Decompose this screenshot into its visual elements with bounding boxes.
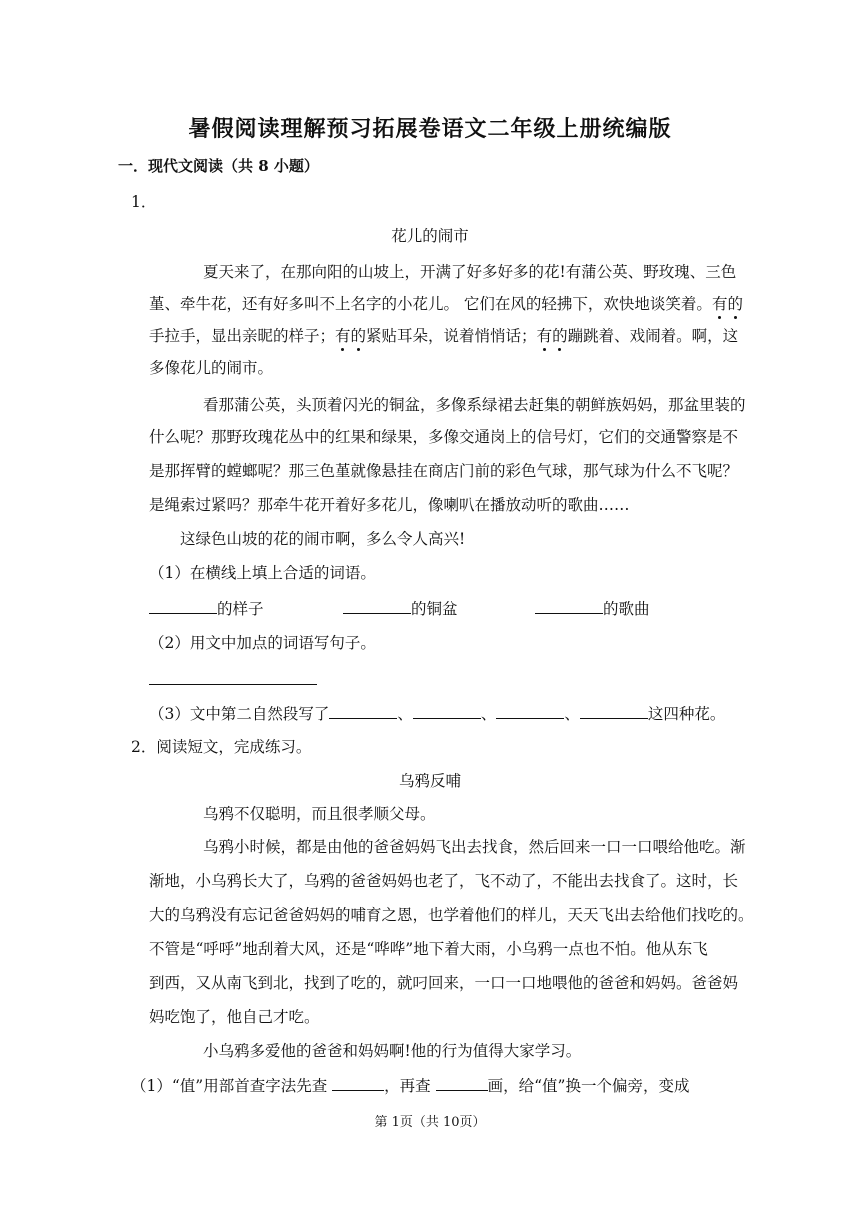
fill-blank-row: 的铜盆	[343, 598, 458, 619]
fill-blank-row: 的样子	[149, 598, 264, 619]
passage-1-line: 手拉手，显出亲昵的样子；有的紧贴耳朵，说着悄悄话；有的蹦跳着、戏闹着。啊，这	[149, 327, 739, 345]
answer-blank[interactable]	[149, 598, 217, 614]
fill-blank-row: 的歌曲	[535, 598, 650, 619]
passage-2-line: 渐地，小乌鸦长大了，乌鸦的爸爸妈妈也老了，飞不动了，不能出去找食了。这时，长	[149, 872, 739, 890]
passage-1-line: 这绿色山坡的花的闹市啊，多么令人高兴!	[180, 530, 466, 548]
answer-blank[interactable]	[436, 1075, 488, 1091]
answer-blank[interactable]	[413, 703, 481, 719]
answer-blank[interactable]	[535, 598, 603, 614]
passage-1-line: 什么呢？那野玫瑰花丛中的红果和绿果，多像交通岗上的信号灯，它们的交通警察是不	[149, 428, 739, 446]
passage-1-line: 是绳索过紧吗？那牵牛花开着好多花儿，像喇叭在播放动听的歌曲……	[149, 496, 630, 514]
passage-2-line: 不管是“呼呼”地刮着大风，还是“哗哗”地下着大雨，小乌鸦一点也不怕。他从东飞	[149, 940, 708, 958]
question-2-prompt: 2．阅读短文，完成练习。	[131, 738, 312, 756]
answer-blank[interactable]	[343, 598, 411, 614]
passage-1-title: 花儿的闹市	[391, 227, 469, 245]
dotted-char: 的	[552, 327, 568, 345]
page-footer: 第 1页（共 10页）	[374, 1115, 486, 1130]
q2-sub-1: （1）“值”用部首查字法先查 ，再查 画，给“值”换一个偏旁，变成	[131, 1077, 690, 1095]
q1-sub-1: （1）在横线上填上合适的词语。	[149, 564, 376, 582]
dotted-char: 的	[350, 327, 367, 345]
question-1-number: 1．	[131, 193, 157, 211]
passage-1-line: 堇、牵牛花，还有好多叫不上名字的小花儿。 它们在风的轻拂下，欢快地谈笑着。有的	[149, 295, 743, 313]
answer-blank[interactable]	[329, 703, 397, 719]
passage-1-line: 是那挥臂的螳螂呢？那三色堇就像悬挂在商店门前的彩色气球，那气球为什么不飞呢？	[149, 462, 739, 480]
q1-sub-2: （2）用文中加点的词语写句子。	[149, 634, 376, 652]
passage-1-line: 看那蒲公英，头顶着闪光的铜盆，多像系绿裙去赶集的朝鲜族妈妈，那盆里装的	[203, 396, 746, 414]
answer-blank[interactable]	[496, 703, 564, 719]
section-heading: 一．现代文阅读（共 8 小题）	[118, 157, 319, 175]
q1-sub-3: （3）文中第二自然段写了 、 、 、 这四种花。	[149, 705, 726, 723]
passage-2-title: 乌鸦反哺	[398, 772, 461, 790]
answer-blank[interactable]	[332, 1075, 384, 1091]
passage-2-line: 小乌鸦多爱他的爸爸和妈妈啊!他的行为值得大家学习。	[203, 1042, 582, 1060]
passage-2-line: 大的乌鸦没有忘记爸爸妈妈的哺育之恩，也学着他们的样儿，天天飞出去给他们找吃的。	[149, 906, 754, 924]
dotted-char: 有	[335, 327, 351, 345]
passage-2-line: 妈吃饱了，他自己才吃。	[149, 1008, 320, 1026]
document-title: 暑假阅读理解预习拓展卷语文二年级上册统编版	[188, 116, 672, 142]
answer-blank[interactable]	[580, 703, 648, 719]
answer-line[interactable]	[149, 684, 317, 685]
passage-1-line: 夏天来了，在那向阳的山坡上，开满了好多好多的花!有蒲公英、野玫瑰、三色	[203, 263, 737, 281]
passage-2-line: 乌鸦不仅聪明，而且很孝顺父母。	[203, 805, 436, 823]
passage-2-line: 乌鸦小时候，都是由他的爸爸妈妈飞出去找食，然后回来一口一口喂给他吃。渐	[203, 838, 746, 856]
dotted-char: 的	[727, 295, 743, 313]
passage-2-line: 到西，又从南飞到北，找到了吃的，就叼回来，一口一口地喂他的爸爸和妈妈。爸爸妈	[149, 974, 739, 992]
dotted-char: 有	[711, 295, 728, 313]
dotted-char: 有	[536, 327, 553, 345]
passage-1-line: 多像花儿的闹市。	[149, 359, 274, 377]
